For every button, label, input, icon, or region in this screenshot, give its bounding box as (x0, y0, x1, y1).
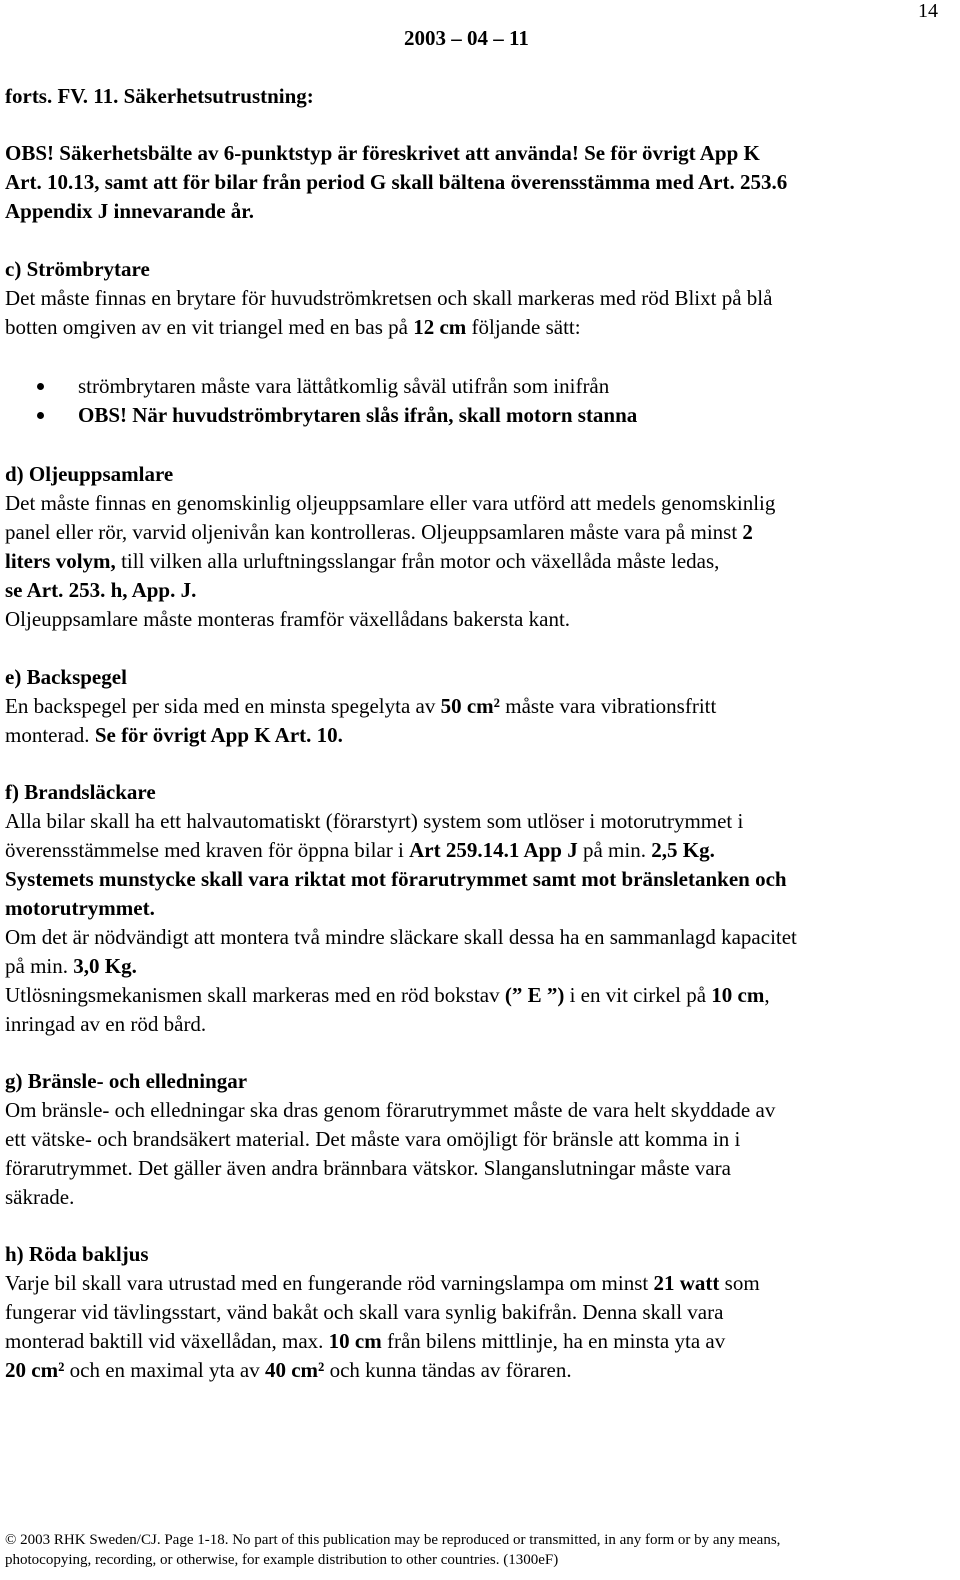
body-line: se Art. 253. h, App. J. (5, 578, 197, 602)
text-run: i en vit cirkel på (564, 983, 712, 1007)
section-f (5, 778, 957, 1039)
footer-copyright (5, 1530, 955, 1570)
text-run: följande sätt: (466, 315, 581, 339)
section-h (5, 1240, 957, 1385)
text-run: monterad baktill vid växellådan, max. (5, 1329, 329, 1353)
text-run: måste vara vibrationsfritt (499, 694, 717, 718)
body-line: Det måste finnas en brytare för huvudströmkretsen och skall markeras med röd Blixt på blå (5, 286, 773, 310)
text-run-bold: (” E ”) (504, 983, 565, 1007)
text-run-bold: Art 259.14.1 App J (409, 838, 578, 862)
text-run: och en maximal yta av (64, 1358, 265, 1382)
bullet-list (0, 372, 950, 430)
text-run-bold: Se för övrigt App K Art. 10. (94, 723, 343, 747)
body-line: säkrade. (5, 1185, 75, 1209)
text-run-bold: 21 watt (653, 1271, 720, 1295)
body-line (5, 1356, 957, 1385)
list-item-text: OBS! När huvudströmbrytaren slås ifrån, skall motorn stanna (78, 403, 638, 427)
body-line (5, 518, 957, 547)
text-run-bold: 40 cm² (264, 1358, 325, 1382)
text-run: och kunna tändas av föraren. (324, 1358, 572, 1382)
body-line (5, 836, 957, 865)
section-heading: f) Brandsläckare (5, 780, 156, 804)
text-run-bold: 50 cm² (440, 694, 500, 718)
text-run: från bilens mittlinje, ha en minsta yta av (381, 1329, 726, 1353)
text-run: till vilken alla urluftningsslangar från motor och växellåda måste ledas, (115, 549, 720, 573)
list-item (0, 372, 950, 401)
document-date: 2003 – 04 – 11 (404, 26, 529, 50)
text-run-bold: 2 (742, 520, 753, 544)
text-run: på min. (5, 954, 74, 978)
section-heading: h) Röda bakljus (5, 1242, 149, 1266)
body-line: ett vätske- och brandsäkert material. Det måste vara omöjligt för bränsle att komma in i (5, 1127, 741, 1151)
page-number: 14 (918, 0, 938, 22)
body-line (5, 1269, 957, 1298)
obs-intro-line: OBS! Säkerhetsbälte av 6-punktstyp är föreskrivet att använda! Se för övrigt App K (5, 141, 760, 165)
text-run: botten omgiven av en vit triangel med en bas på (5, 315, 414, 339)
text-run: som (719, 1271, 760, 1295)
body-line: Systemets munstycke skall vara riktat mot förarutrymmet samt mot bränsletanken och (5, 867, 787, 891)
body-line (5, 547, 957, 576)
body-line: inringad av en röd bård. (5, 1012, 207, 1036)
body-line (5, 721, 957, 750)
text-run: på min. (577, 838, 652, 862)
text-run-bold: 12 cm (413, 315, 467, 339)
text-run-bold: 20 cm² (5, 1358, 65, 1382)
text-run: En backspegel per sida med en minsta spegelyta av (5, 694, 441, 718)
text-run-bold: 3,0 Kg. (73, 954, 137, 978)
body-line: Om bränsle- och elledningar ska dras genom förarutrymmet måste de vara helt skyddade av (5, 1098, 776, 1122)
bullet-icon (37, 383, 44, 390)
text-run: , (764, 983, 770, 1007)
body-line: Alla bilar skall ha ett halvautomatiskt (förarstyrt) system som utlöser i motorutrymmet i (5, 809, 744, 833)
section-g (5, 1067, 957, 1212)
text-run: monterad. (5, 723, 95, 747)
footer-line: photocopying, recording, or otherwise, for example distribution to other countries. (1300eF) (5, 1552, 559, 1568)
body-line: Om det är nödvändigt att montera två mindre släckare skall dessa ha en sammanlagd kapacitet (5, 925, 797, 949)
section-heading: g) Bränsle- och elledningar (5, 1069, 248, 1093)
section-e (5, 663, 957, 750)
body-line: motorutrymmet. (5, 896, 155, 920)
obs-intro-line: Appendix J innevarande år. (5, 199, 254, 223)
section-c (5, 255, 957, 342)
body-line (5, 692, 957, 721)
text-run: Varje bil skall vara utrustad med en fungerande röd varningslampa om minst (5, 1271, 654, 1295)
body-line (5, 981, 957, 1010)
section-title: forts. FV. 11. Säkerhetsutrustning: (5, 84, 314, 108)
text-run: överensstämmelse med kraven för öppna bilar i (5, 838, 410, 862)
body-line (5, 313, 957, 342)
text-run-bold: 10 cm (328, 1329, 382, 1353)
body-line (5, 952, 957, 981)
obs-intro-line: Art. 10.13, samt att för bilar från period G skall bältena överensstämma med Art. 253.6 (5, 170, 788, 194)
section-heading: c) Strömbrytare (5, 257, 150, 281)
section-heading: e) Backspegel (5, 665, 127, 689)
text-run: panel eller rör, varvid oljenivån kan kontrolleras. Oljeuppsamlaren måste vara på minst (5, 520, 743, 544)
text-run: Utlösningsmekanismen skall markeras med en röd bokstav (5, 983, 505, 1007)
bullet-icon (37, 412, 44, 419)
section-d (5, 460, 957, 634)
list-item-text: strömbrytaren måste vara lättåtkomlig såväl utifrån som inifrån (78, 374, 610, 398)
body-line: fungerar vid tävlingsstart, vänd bakåt och skall vara synlig bakifrån. Denna skall vara (5, 1300, 724, 1324)
body-line: Oljeuppsamlare måste monteras framför växellådans bakersta kant. (5, 607, 571, 631)
section-heading: d) Oljeuppsamlare (5, 462, 174, 486)
obs-intro (5, 139, 957, 226)
text-run-bold: 10 cm (711, 983, 765, 1007)
list-item (0, 401, 950, 430)
footer-line: © 2003 RHK Sweden/CJ. Page 1-18. No part of this publication may be reproduced or transmitted, in any form or by any means, (5, 1532, 781, 1548)
body-line: förarutrymmet. Det gäller även andra brännbara vätskor. Slanganslutningar måste vara (5, 1156, 731, 1180)
text-run-bold: liters volym, (5, 549, 116, 573)
body-line: Det måste finnas en genomskinlig oljeuppsamlare eller vara utförd att medels genomskinlig (5, 491, 776, 515)
text-run-bold: 2,5 Kg. (651, 838, 715, 862)
body-line (5, 1327, 957, 1356)
